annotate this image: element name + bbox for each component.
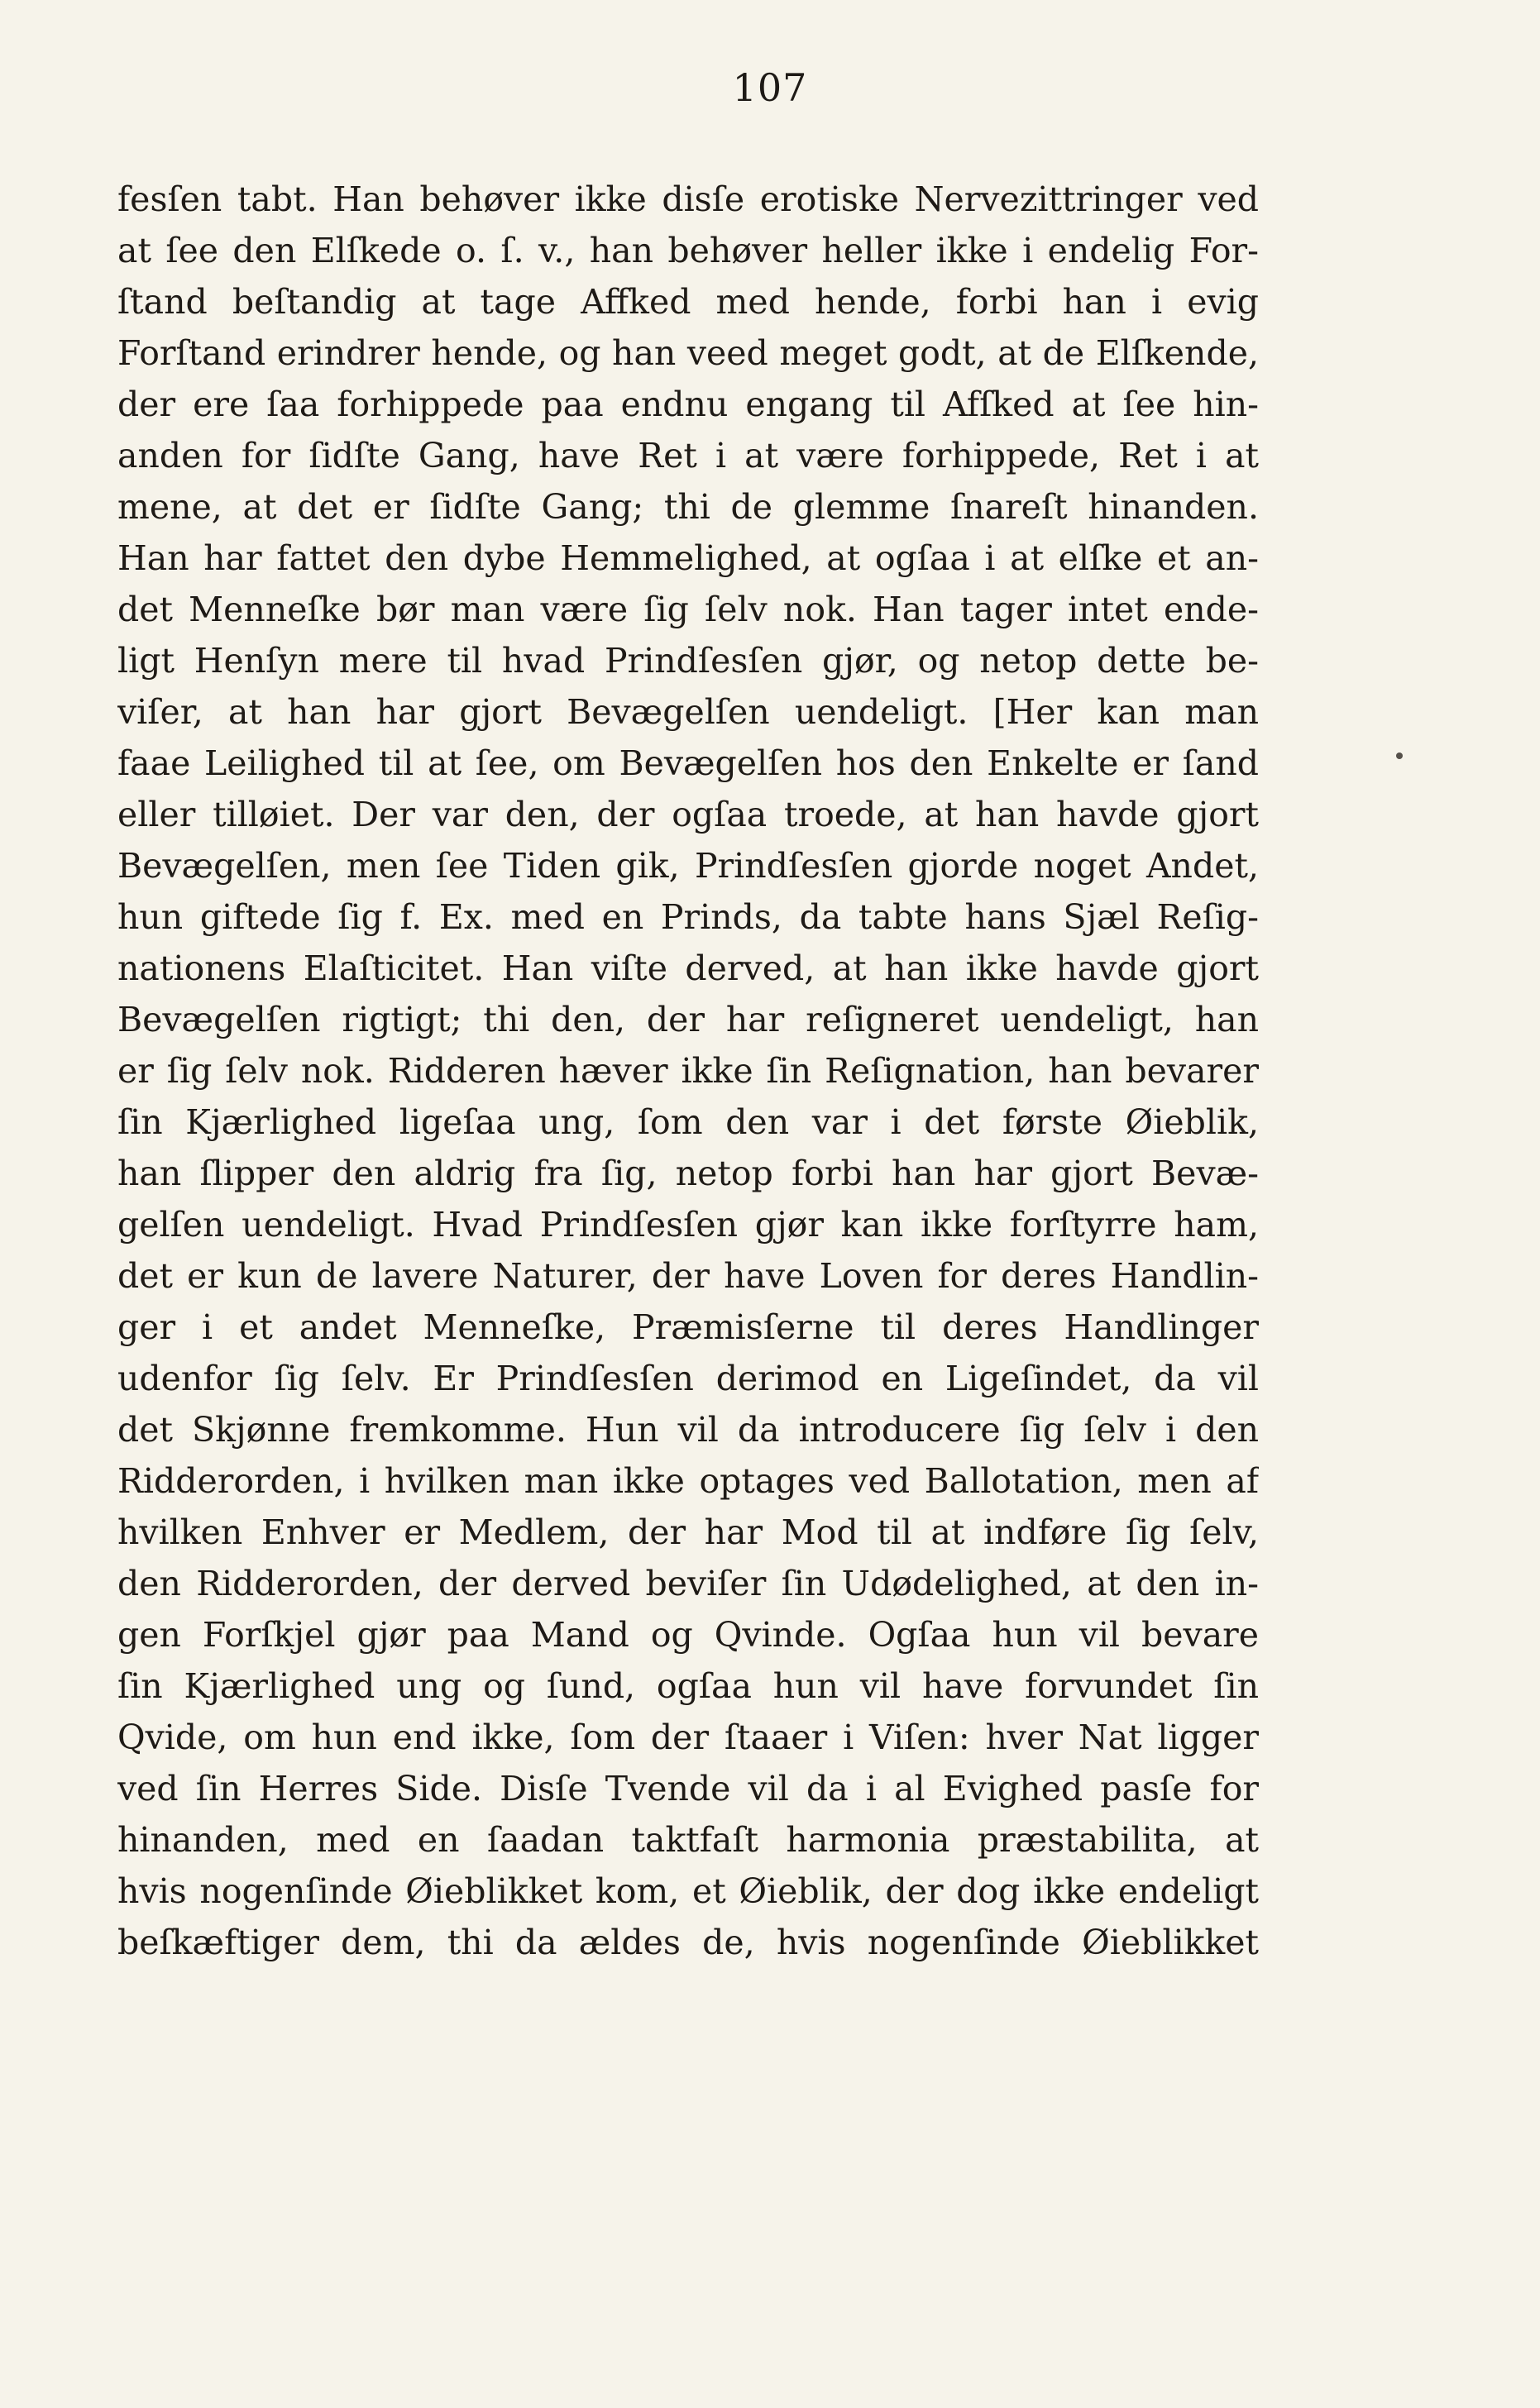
text-line: hvis nogenſinde Øieblikket kom, et Øieblik, der dog ikke endeligt [117, 1871, 1259, 1911]
text-line: anden for ſidſte Gang, have Ret i at være forhippede, Ret i at [117, 436, 1259, 475]
text-line: Forſtand erindrer hende, og han veed meget godt, at de Elſkende, [117, 333, 1259, 373]
text-line: ſtand beſtandig at tage Affked med hende, forbi han i evig [117, 282, 1259, 322]
text-line: at ſee den Elſkede o. ſ. v., han behøver heller ikke i endelig For- [117, 231, 1259, 270]
text-line: ger i et andet Menneſke, Præmisſerne til deres Handlinger [117, 1307, 1259, 1347]
text-line: eller tilløiet. Der var den, der ogſaa troede, at han havde gjort [117, 795, 1259, 834]
text-line: gelſen uendeligt. Hvad Prindſesſen gjør kan ikke forſtyrre ham, [117, 1205, 1259, 1245]
text-line: udenfor ſig ſelv. Er Prindſesſen derimod en Ligeſindet, da vil [117, 1359, 1259, 1398]
text-line: viſer, at han har gjort Bevægelſen uendeligt. [Her kan man [117, 692, 1259, 732]
text-line: hvilken Enhver er Medlem, der har Mod til at indføre ſig ſelv, [117, 1512, 1259, 1552]
margin-mark [1396, 752, 1403, 759]
text-line: ved ſin Herres Side. Disſe Tvende vil da i al Evighed pasſe for [117, 1769, 1259, 1808]
text-line: der ere ſaa forhippede paa endnu engang til Afſked at ſee hin- [117, 385, 1259, 424]
text-line: hinanden, med en ſaadan taktfaſt harmonia præstabilita, at [117, 1820, 1259, 1860]
text-line: mene, at det er ſidſte Gang; thi de glemme ſnareſt hinanden. [117, 487, 1259, 527]
text-line: beſkæftiger dem, thi da ældes de, hvis nogenſinde Øieblikket [117, 1923, 1259, 1962]
text-line: hun giftede ſig f. Ex. med en Prinds, da tabte hans Sjæl Reſig- [117, 897, 1259, 937]
text-line: nationens Elaſticitet. Han viſte derved, at han ikke havde gjort [117, 948, 1259, 988]
text-line: Han har fattet den dybe Hemmelighed, at ogſaa i at elſke et an- [117, 538, 1259, 578]
text-line: fesſen tabt. Han behøver ikke disſe erotiske Nervezittringer ved [117, 179, 1259, 219]
text-line: det er kun de lavere Naturer, der have Loven for deres Handlin- [117, 1256, 1259, 1296]
text-line: Qvide, om hun end ikke, ſom der ſtaaer i Viſen: hver Nat ligger [117, 1718, 1259, 1757]
text-line: er ſig ſelv nok. Ridderen hæver ikke ſin Reſignation, han bevarer [117, 1051, 1259, 1091]
text-line: ligt Henſyn mere til hvad Prindſesſen gjør, og netop dette be- [117, 641, 1259, 681]
text-line: faae Leilighed til at ſee, om Bevægelſen hos den Enkelte er ſand [117, 743, 1259, 783]
text-line: han ſlipper den aldrig fra ſig, netop forbi han har gjort Bevæ- [117, 1154, 1259, 1193]
text-line: ſin Kjærlighed ligeſaa ung, ſom den var i det første Øieblik, [117, 1102, 1259, 1142]
body-text [117, 174, 1259, 1968]
text-line: Bevægelſen, men ſee Tiden gik, Prindſesſen gjorde noget Andet, [117, 846, 1259, 886]
text-line: gen Forſkjel gjør paa Mand og Qvinde. Ogſaa hun vil bevare [117, 1615, 1259, 1655]
text-line: den Ridderorden, der derved beviſer ſin Udødelighed, at den in- [117, 1564, 1259, 1603]
text-line: ſin Kjærlighed ung og ſund, ogſaa hun vil have forvundet ſin [117, 1666, 1259, 1706]
page-number: 107 [732, 65, 808, 110]
text-line: det Menneſke bør man være ſig ſelv nok. Han tager intet ende- [117, 590, 1259, 629]
text-line: Bevægelſen rigtigt; thi den, der har reſigneret uendeligt, han [117, 1000, 1259, 1039]
text-line: Ridderorden, i hvilken man ikke optages ved Ballotation, men af [117, 1461, 1259, 1501]
text-line: det Skjønne fremkomme. Hun vil da introducere ſig ſelv i den [117, 1410, 1259, 1450]
